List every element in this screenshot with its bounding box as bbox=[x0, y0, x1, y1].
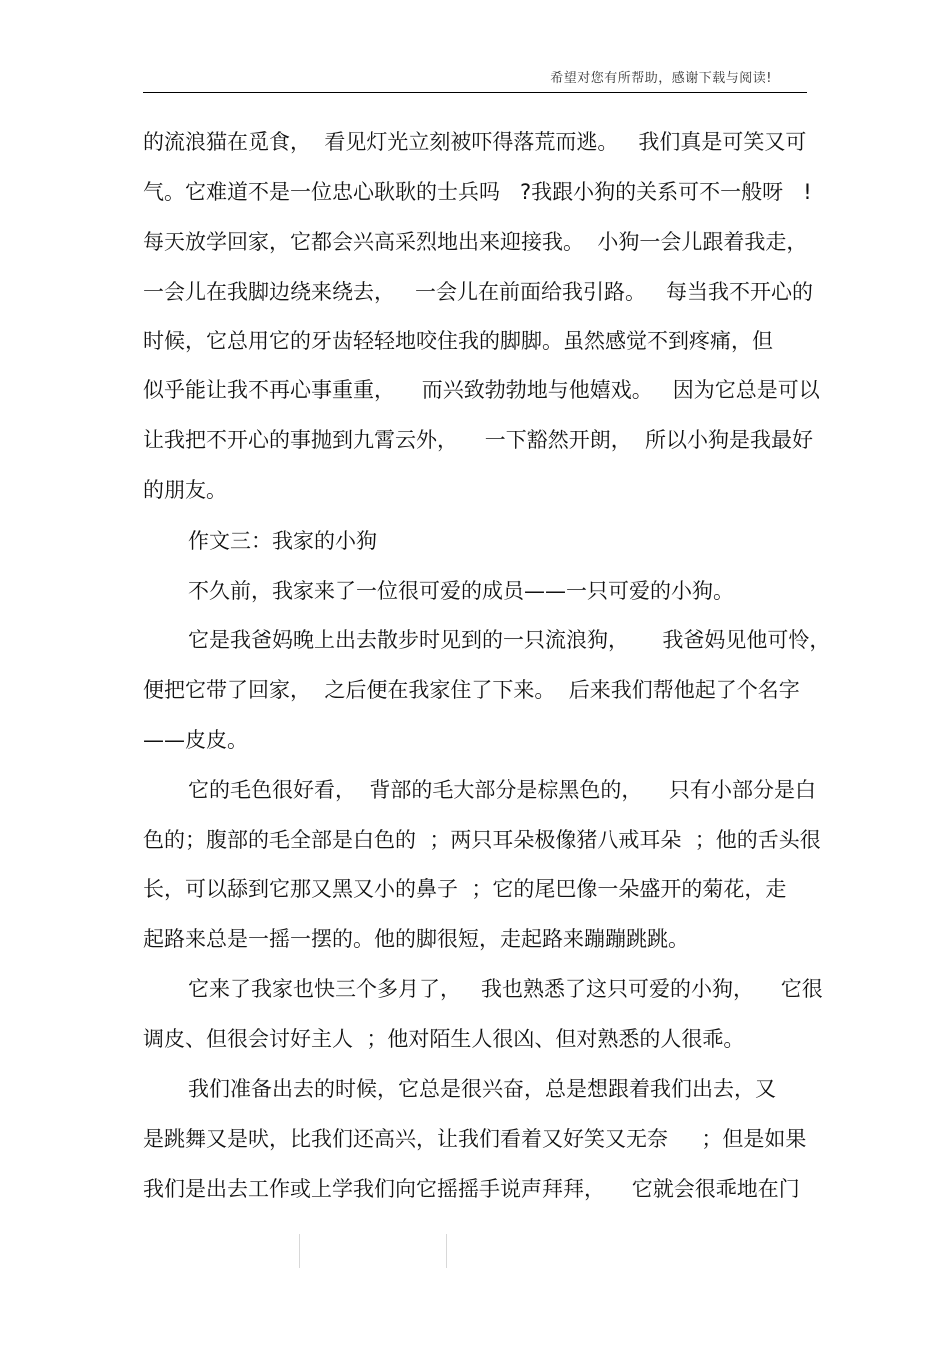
footer-divider-right bbox=[446, 1234, 447, 1268]
body-line: 气。它难道不是一位忠心耿耿的士兵吗 ?我跟小狗的关系可不一般呀 ! bbox=[143, 180, 812, 204]
footer-divider-left bbox=[299, 1234, 300, 1268]
body-line: 时候，它总用它的牙齿轻轻地咬住我的脚脚。虽然感觉不到疼痛，但 bbox=[143, 329, 773, 353]
body-line: 便把它带了回家， 之后便在我家住了下来。 后来我们帮他起了个名字 bbox=[143, 678, 800, 702]
body-line: 我们是出去工作或上学我们向它摇摇手说声拜拜， 它就会很乖地在门 bbox=[143, 1177, 800, 1201]
header-text: 希望对您有所帮助，感谢下载与阅读! bbox=[550, 71, 772, 86]
body-line: 让我把不开心的事抛到九霄云外， 一下豁然开朗， 所以小狗是我最好 bbox=[143, 428, 814, 452]
body-line: 色的；腹部的毛全部是白色的 ；两只耳朵极像猪八戒耳朵 ；他的舌头很 bbox=[143, 828, 821, 852]
body-line: 似乎能让我不再心事重重， 而兴致勃勃地与他嬉戏。 因为它总是可以 bbox=[143, 378, 820, 402]
body-line: 起路来总是一摇一摆的。他的脚很短，走起路来蹦蹦跳跳。 bbox=[143, 927, 689, 951]
body-line: 长，可以舔到它那又黑又小的鼻子 ；它的尾巴像一朵盛开的菊花，走 bbox=[143, 877, 787, 901]
body-line: 的流浪猫在觅食， 看见灯光立刻被吓得落荒而逃。 我们真是可笑又可 bbox=[143, 130, 807, 154]
section-title: 作文三：我家的小狗 bbox=[188, 529, 377, 553]
body-line: 每天放学回家，它都会兴高采烈地出来迎接我。 小狗一会儿跟着我走， bbox=[143, 230, 808, 254]
body-line: 它是我爸妈晚上出去散步时见到的一只流浪狗， 我爸妈见他可怜， bbox=[188, 628, 831, 652]
body-line: 不久前，我家来了一位很可爱的成员——一只可爱的小狗。 bbox=[188, 579, 734, 603]
header-divider bbox=[143, 92, 807, 93]
body-line: 是跳舞又是吠，比我们还高兴，让我们看着又好笑又无奈 ；但是如果 bbox=[143, 1127, 807, 1151]
body-line: 它来了我家也快三个多月了， 我也熟悉了这只可爱的小狗， 它很 bbox=[188, 977, 823, 1001]
body-line: 我们准备出去的时候，它总是很兴奋，总是想跟着我们出去，又 bbox=[188, 1077, 776, 1101]
body-line: 它的毛色很好看， 背部的毛大部分是棕黑色的， 只有小部分是白 bbox=[188, 778, 817, 802]
body-line: ——皮皮。 bbox=[143, 728, 248, 752]
body-line: 调皮、但很会讨好主人 ；他对陌生人很凶、但对熟悉的人很乖。 bbox=[143, 1027, 745, 1051]
body-line: 的朋友。 bbox=[143, 478, 227, 502]
body-line: 一会儿在我脚边绕来绕去， 一会儿在前面给我引路。 每当我不开心的 bbox=[143, 280, 814, 304]
